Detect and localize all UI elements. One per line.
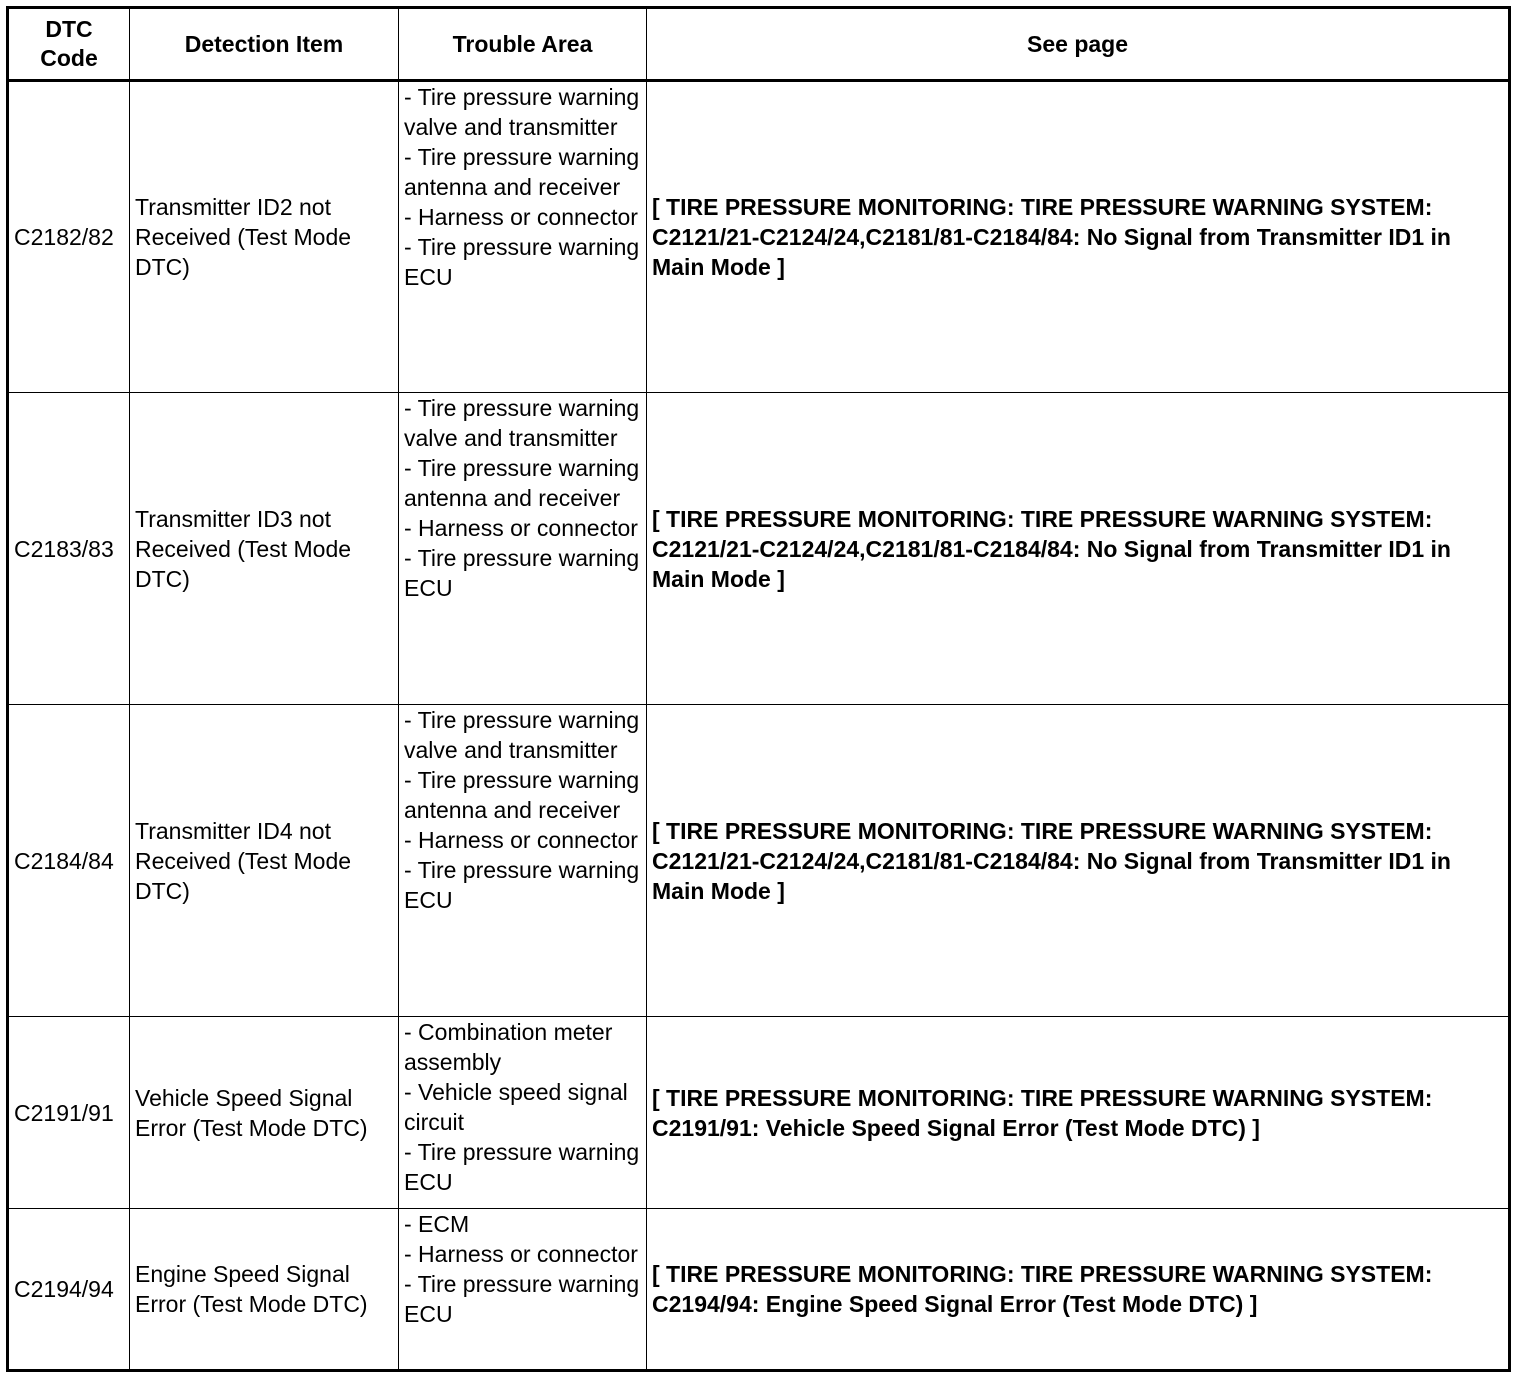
trouble-area-item: - Tire pressure warning antenna and receiver <box>404 767 640 823</box>
trouble-area-item: - Tire pressure warning valve and transmitter <box>404 707 640 763</box>
trouble-area-item: - Combination meter assembly <box>404 1019 613 1075</box>
trouble-area-item: - Harness or connector <box>404 515 638 541</box>
header-row <box>8 8 1510 81</box>
trouble-area-cell <box>399 81 647 393</box>
dtc-table <box>6 6 1511 1372</box>
detection-item-cell: Vehicle Speed Signal Error (Test Mode DTC) <box>130 1017 399 1209</box>
header-dtc-code: DTC Code <box>8 8 130 81</box>
table-row <box>8 393 1510 705</box>
dtc-code-cell: C2183/83 <box>8 393 130 705</box>
detection-item-cell: Engine Speed Signal Error (Test Mode DTC) <box>130 1209 399 1371</box>
trouble-area-item: - Tire pressure warning valve and transmitter <box>404 395 640 451</box>
trouble-area-item: - Vehicle speed signal circuit <box>404 1079 628 1135</box>
header-detection-item: Detection Item <box>130 8 399 81</box>
trouble-area-cell <box>399 1209 647 1371</box>
dtc-code-cell: C2191/91 <box>8 1017 130 1209</box>
trouble-area-item: - Tire pressure warning ECU <box>404 234 640 290</box>
see-page-link[interactable]: [ TIRE PRESSURE MONITORING: TIRE PRESSURE WARNING SYSTEM: C2121/21-C2124/24,C2181/81-C2184/84: No Signal from Transmitter ID1 in Main Mode ] <box>647 81 1510 393</box>
trouble-area-item: - Tire pressure warning ECU <box>404 545 640 601</box>
trouble-area-item: - ECM <box>404 1211 470 1237</box>
detection-item-cell: Transmitter ID3 not Received (Test Mode DTC) <box>130 393 399 705</box>
trouble-area-item: - Tire pressure warning ECU <box>404 857 640 913</box>
trouble-area-item: - Harness or connector <box>404 204 638 230</box>
trouble-area-cell <box>399 705 647 1017</box>
trouble-area-item: - Tire pressure warning antenna and receiver <box>404 455 640 511</box>
detection-item-cell: Transmitter ID4 not Received (Test Mode DTC) <box>130 705 399 1017</box>
see-page-link[interactable]: [ TIRE PRESSURE MONITORING: TIRE PRESSURE WARNING SYSTEM: C2194/94: Engine Speed Signal Error (Test Mode DTC) ] <box>647 1209 1510 1371</box>
detection-item-cell: Transmitter ID2 not Received (Test Mode DTC) <box>130 81 399 393</box>
trouble-area-item: - Harness or connector <box>404 1241 638 1267</box>
table-row <box>8 81 1510 393</box>
header-trouble-area: Trouble Area <box>399 8 647 81</box>
trouble-area-item: - Tire pressure warning valve and transmitter <box>404 84 640 140</box>
see-page-link[interactable]: [ TIRE PRESSURE MONITORING: TIRE PRESSURE WARNING SYSTEM: C2191/91: Vehicle Speed Signal Error (Test Mode DTC) ] <box>647 1017 1510 1209</box>
trouble-area-item: - Tire pressure warning antenna and receiver <box>404 144 640 200</box>
see-page-link[interactable]: [ TIRE PRESSURE MONITORING: TIRE PRESSURE WARNING SYSTEM: C2121/21-C2124/24,C2181/81-C2184/84: No Signal from Transmitter ID1 in Main Mode ] <box>647 393 1510 705</box>
dtc-code-cell: C2184/84 <box>8 705 130 1017</box>
table-row <box>8 1017 1510 1209</box>
table-row <box>8 1209 1510 1371</box>
dtc-code-cell: C2194/94 <box>8 1209 130 1371</box>
table-row <box>8 705 1510 1017</box>
trouble-area-cell <box>399 1017 647 1209</box>
trouble-area-item: - Tire pressure warning ECU <box>404 1271 640 1327</box>
dtc-code-cell: C2182/82 <box>8 81 130 393</box>
header-see-page: See page <box>647 8 1510 81</box>
trouble-area-item: - Harness or connector <box>404 827 638 853</box>
trouble-area-cell <box>399 393 647 705</box>
see-page-link[interactable]: [ TIRE PRESSURE MONITORING: TIRE PRESSURE WARNING SYSTEM: C2121/21-C2124/24,C2181/81-C2184/84: No Signal from Transmitter ID1 in Main Mode ] <box>647 705 1510 1017</box>
trouble-area-item: - Tire pressure warning ECU <box>404 1139 640 1195</box>
